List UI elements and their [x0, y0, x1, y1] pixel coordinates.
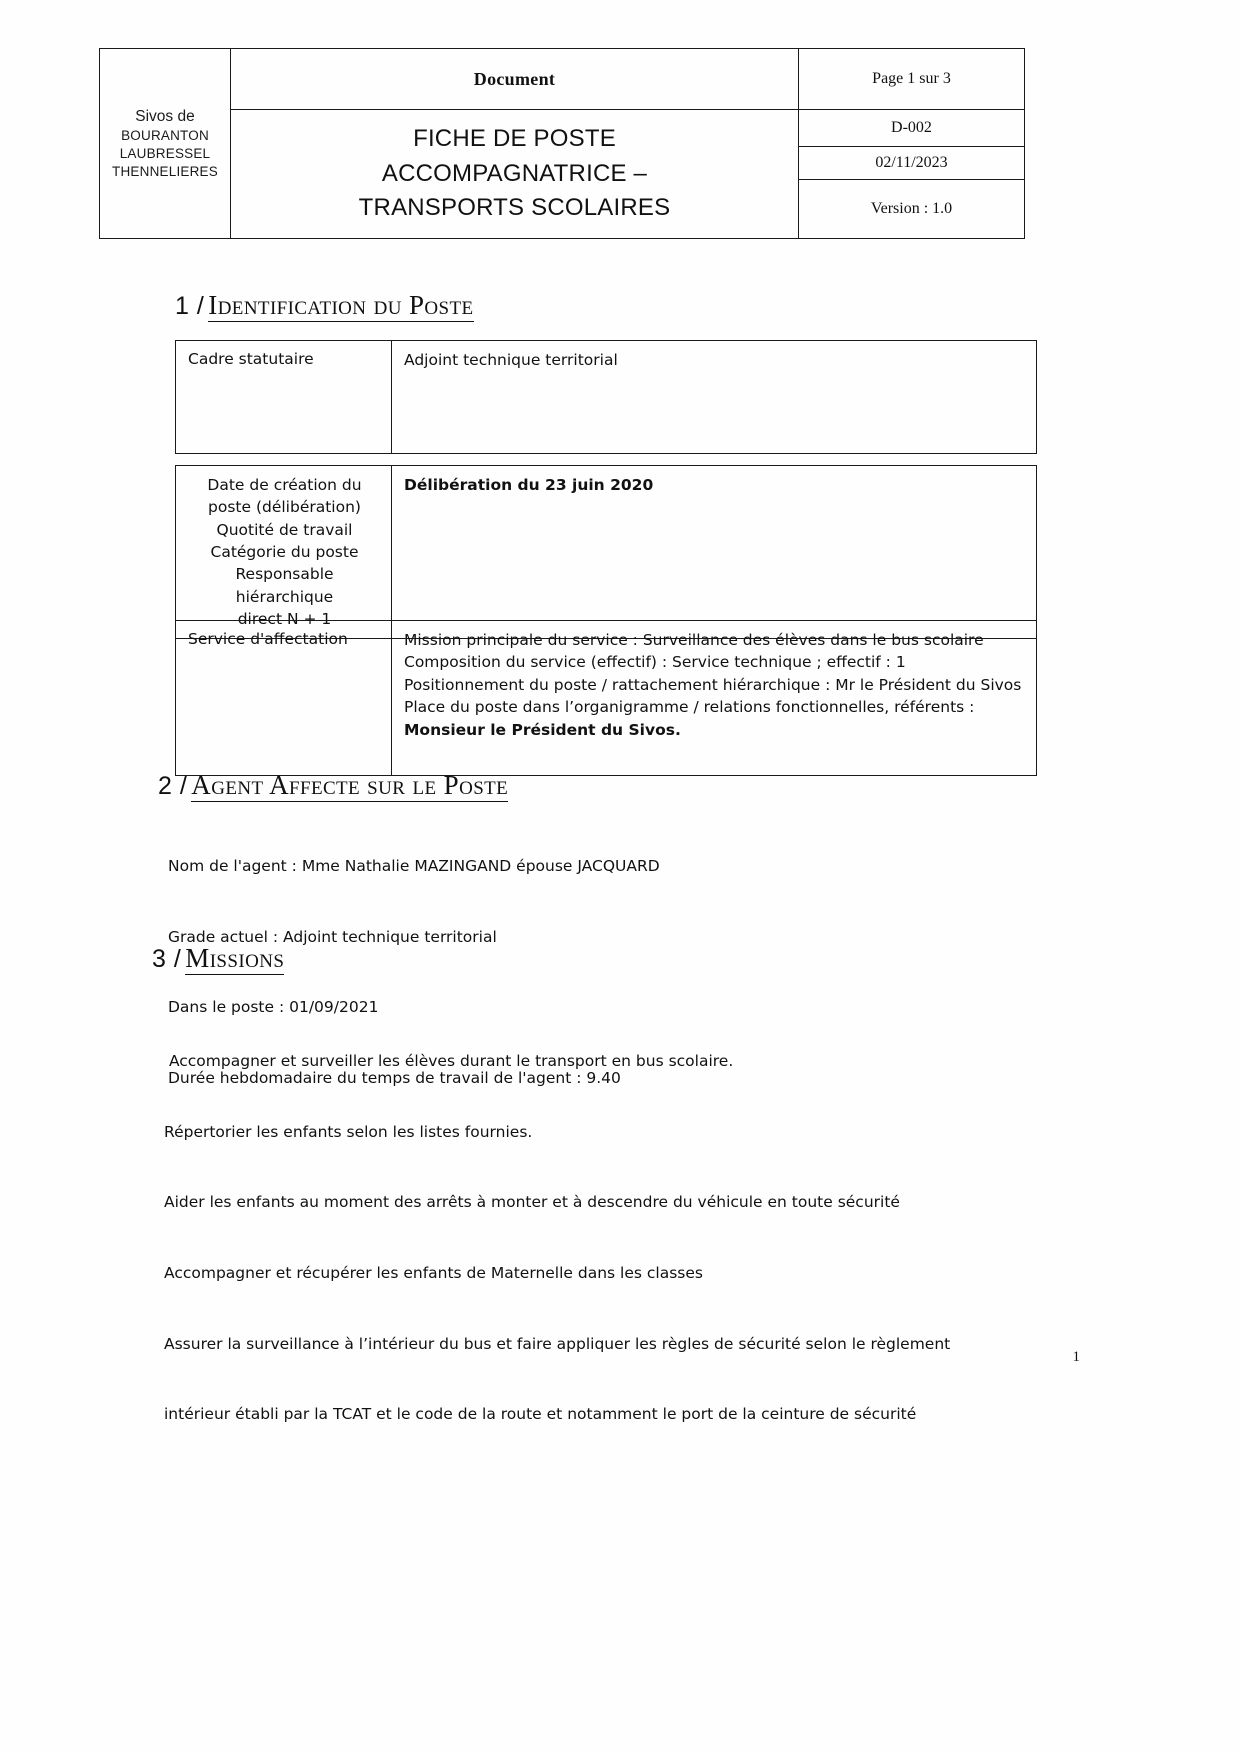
organization-logo-cell [100, 49, 231, 239]
agent-weekly-hours-line: Durée hebdomadaire du temps de travail de l'agent : 9.40 [168, 1069, 621, 1088]
table-row [176, 466, 1037, 639]
organization-name-line-2: BOURANTON [121, 128, 209, 143]
footer-page-number: 1 [1072, 1349, 1080, 1365]
table-date-creation [175, 465, 1037, 639]
cadre-statutaire-label: Cadre statutaire [176, 341, 392, 454]
service-line-4: Place du poste dans l’organigramme / relations fonctionnelles, référents : [404, 698, 975, 717]
table-service-affectation [175, 620, 1037, 776]
document-title-line-3: TRANSPORTS SCOLAIRES [358, 194, 671, 222]
document-code: D-002 [799, 110, 1025, 147]
cadre-statutaire-value: Adjoint technique territorial [392, 341, 1037, 454]
creation-label-line-2: poste (délibération) [208, 498, 361, 517]
service-line-2: Composition du service (effectif) : Service technique ; effectif : 1 [404, 653, 906, 672]
organization-name-line-1: Sivos de [135, 107, 195, 125]
section-3-title: Missions [185, 943, 285, 973]
section-2-title: Agent Affecte sur le Poste [191, 770, 509, 800]
mission-line-2: Répertorier les enfants selon les listes fournies. [164, 1122, 533, 1141]
section-1-title: Identification du Poste [208, 290, 474, 320]
service-affectation-value [392, 621, 1037, 776]
mission-line-1: Accompagner et surveiller les élèves durant le transport en bus scolaire. [164, 1052, 734, 1071]
service-affectation-label: Service d'affectation [176, 621, 392, 776]
creation-label-line-4: Catégorie du poste [210, 542, 359, 561]
page-indicator: Page 1 sur 3 [799, 49, 1025, 110]
section-2-number: 2 / [158, 772, 188, 800]
mission-line-4: Accompagner et récupérer les enfants de Maternelle dans les classes [164, 1264, 703, 1283]
organization-name-line-4: THENNELIERES [112, 163, 218, 179]
document-title-line-2: ACCOMPAGNATRICE – [381, 159, 648, 187]
creation-label-line-6: direct N + 1 [237, 609, 332, 628]
document-date: 02/11/2023 [799, 147, 1025, 180]
organization-name-line-3: LAUBRESSEL [119, 145, 211, 161]
creation-label-line-5: Responsable hiérarchique [235, 565, 334, 606]
mission-line-5: Assurer la surveillance à l’intérieur du bus et faire appliquer les règles de sécurité selon le règlement [164, 1334, 951, 1353]
document-header-table [99, 48, 1025, 239]
section-heading-agent [158, 770, 508, 801]
agent-grade-line: Grade actuel : Adjoint technique territorial [168, 927, 497, 946]
table-row [176, 621, 1037, 776]
document-label: Document [231, 49, 799, 110]
document-title [231, 110, 799, 239]
mission-line-3: Aider les enfants au moment des arrêts à monter et à descendre du véhicule en toute sécurité [164, 1193, 900, 1212]
table-cadre-statutaire [175, 340, 1037, 454]
header-row-top [100, 49, 1025, 110]
service-line-3: Positionnement du poste / rattachement hiérarchique : Mr le Président du Sivos [404, 675, 1022, 694]
table-row [176, 341, 1037, 454]
creation-label-cell [176, 466, 392, 639]
agent-name-line: Nom de l'agent : Mme Nathalie MAZINGAND épouse JACQUARD [168, 857, 660, 876]
creation-value: Délibération du 23 juin 2020 [392, 466, 1037, 639]
agent-start-date-line: Dans le poste : 01/09/2021 [168, 998, 379, 1017]
creation-label-line-3: Quotité de travail [216, 520, 353, 539]
section-heading-identification [175, 290, 474, 321]
mission-line-6: intérieur établi par la TCAT et le code de la route et notamment le port de la ceinture de sécurité [164, 1405, 917, 1424]
section-1-number: 1 / [175, 292, 205, 320]
creation-label-line-1: Date de création du [207, 476, 362, 494]
missions-list-block [164, 1003, 1044, 1474]
section-heading-missions [152, 943, 284, 974]
document-title-line-1: FICHE DE POSTE [413, 124, 616, 152]
header-row-code [100, 110, 1025, 147]
service-line-bold: Monsieur le Président du Sivos. [404, 720, 681, 739]
service-line-1: Mission principale du service : Surveillance des élèves dans le bus scolaire [404, 631, 984, 649]
document-version: Version : 1.0 [799, 180, 1025, 239]
section-3-number: 3 / [152, 945, 182, 973]
